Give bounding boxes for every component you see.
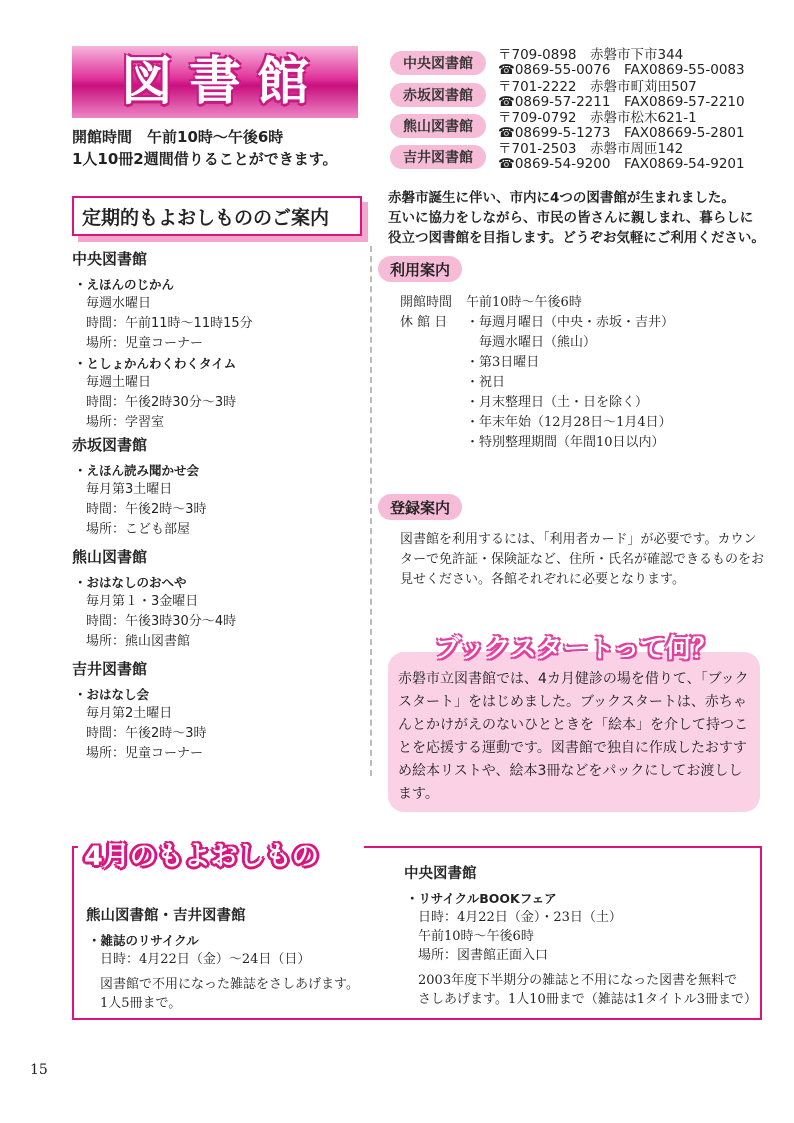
bookstart-text: 赤磐市立図書館では、4カ月健診の場を借りて、「ブックスタート」をはじめました。ブックスタートは、赤ちゃんとかけがえのないひとときを「絵本」を介して持つことを応援する運動です。図書館で独自に作成したおすすめ絵本リストや、絵本3冊などをパックにしてお渡しします。 <box>398 671 749 802</box>
riyou-info <box>400 293 674 453</box>
event-line: 時間：午前11時～11時15分 <box>86 316 253 331</box>
event-line: 日時：4月22日（金）・23日（土） <box>418 910 622 925</box>
library-address: 〒701-2503 赤磐市周匝142 <box>498 141 684 157</box>
riyou-heading: 利用案内 <box>378 256 462 282</box>
teiki-heading: 定期的もよおしもののご案内 <box>72 196 362 236</box>
library-address: 〒701-2222 赤磐市町苅田507 <box>498 79 697 95</box>
event-note: 図書館で不用になった雑誌をさしあげます。 <box>100 977 359 992</box>
title-char: 館 <box>257 52 310 112</box>
april-left-event <box>86 904 376 1013</box>
page-number: 15 <box>30 1062 48 1078</box>
bookstart-heading: ブックスタートって何？ <box>434 634 718 664</box>
hours-value: 午前10時～午後6時 <box>466 295 582 310</box>
event-venue: 中央図書館 <box>404 866 477 882</box>
event-title: ・おはなし会 <box>74 687 150 702</box>
event-title: ・えほん読み聞かせ会 <box>74 463 200 478</box>
event-note: 2003年度下半期分の雑誌と不用になった図書を無料で <box>418 973 738 988</box>
teiki-section <box>72 248 362 433</box>
event-line: 時間：午後2時30分～3時 <box>86 395 237 410</box>
event-line: 毎週土曜日 <box>86 375 152 390</box>
event-title: ・リサイクルBOOKフェア <box>406 891 557 906</box>
title-char: 図 <box>120 52 173 112</box>
touroku-heading: 登録案内 <box>378 494 462 520</box>
event-line: 時間：午後2時～3時 <box>86 502 207 517</box>
event-title: ・雑誌のリサイクル <box>88 933 199 948</box>
library-badge: 吉井図書館 <box>390 145 486 169</box>
event-title: ・えほんのじかん <box>74 277 175 292</box>
event-line: 場所：熊山図書館 <box>86 634 191 649</box>
teiki-section <box>72 434 362 540</box>
library-badge: 熊山図書館 <box>390 114 486 138</box>
event-line: 場所：児童コーナー <box>86 746 204 761</box>
library-address: 〒709-0898 赤磐市下市344 <box>498 47 684 63</box>
event-venue: 熊山図書館・吉井図書館 <box>86 908 246 924</box>
library-info-row <box>390 80 770 110</box>
event-line: 場所：こども部屋 <box>86 522 191 537</box>
intro-text <box>388 188 768 248</box>
library-phone: ☎08699-5-1273 FAX08669-5-2801 <box>498 125 745 141</box>
closed-item: ・特別整理期間（年間10日以内） <box>466 435 665 450</box>
library-phone: ☎0869-54-9200 FAX0869-54-9201 <box>498 156 745 172</box>
opening-hours <box>72 126 338 170</box>
event-line: 午前10時～午後6時 <box>418 929 534 944</box>
library-info-row <box>390 111 770 141</box>
event-line: 場所：児童コーナー <box>86 336 204 351</box>
event-title: ・としょかんわくわくタイム <box>74 356 237 371</box>
library-badge: 中央図書館 <box>390 51 486 75</box>
touroku-text: 図書館を利用するには、「利用者カード」が必要です。カウンターで免許証・保険証など、住所・氏名が確認できるものをお見せください。各館それぞれに必要となります。 <box>400 532 765 587</box>
library-phone: ☎0869-55-0076 FAX0869-55-0083 <box>498 62 745 78</box>
event-line: 時間：午後2時～3時 <box>86 726 207 741</box>
column-divider <box>370 246 372 776</box>
section-title: 熊山図書館 <box>72 548 148 566</box>
event-line: 場所：学習室 <box>86 415 165 430</box>
event-line: 時間：午後3時30分～4時 <box>86 614 237 629</box>
event-line: 毎週水曜日 <box>86 296 152 311</box>
event-line: 日時：4月22日（金）～24日（日） <box>100 952 311 967</box>
library-address: 〒709-0792 赤磐市松木621-1 <box>498 110 697 126</box>
closed-item: ・年末年始（12月28日～1月4日） <box>466 415 672 430</box>
intro-line: 役立つ図書館を目指します。どうぞお気軽にご利用ください。 <box>388 230 765 246</box>
section-title: 中央図書館 <box>72 250 148 268</box>
event-line: 毎月第１・3金曜日 <box>86 594 199 609</box>
library-info-row <box>390 142 770 172</box>
closed-item: ・第3日曜日 <box>466 355 540 370</box>
closed-item: 毎週水曜日（熊山） <box>466 335 597 350</box>
event-line: 場所：図書館正面入口 <box>418 948 549 963</box>
event-note: さしあげます。1人10冊まで（雑誌は1タイトル3冊まで） <box>418 992 758 1007</box>
teiki-section <box>72 546 362 652</box>
library-phone: ☎0869-57-2211 FAX0869-57-2210 <box>498 94 745 110</box>
hours-label: 開館時間 <box>400 295 453 310</box>
section-title: 赤坂図書館 <box>72 436 148 454</box>
title-banner <box>72 46 358 118</box>
library-info-row <box>390 48 770 78</box>
event-note: 1人5冊まで。 <box>100 996 182 1011</box>
hours-line: 開館時間 午前10時～午後6時 <box>72 128 284 146</box>
section-title: 吉井図書館 <box>72 660 148 678</box>
closed-item: ・祝日 <box>466 375 506 390</box>
closed-item: ・毎週月曜日（中央・赤坂・吉井） <box>466 315 675 330</box>
intro-line: 赤磐市誕生に伴い、市内に4つの図書館が生まれました。 <box>388 190 735 206</box>
library-badge: 赤坂図書館 <box>390 83 486 107</box>
event-line: 毎月第3土曜日 <box>86 482 173 497</box>
closed-label: 休 館 日 <box>400 315 448 330</box>
loan-limit-line: 1人10冊2週間借りることができます。 <box>72 150 338 168</box>
title-char: 書 <box>188 52 241 112</box>
april-right-event <box>404 862 758 1009</box>
event-line: 毎月第2土曜日 <box>86 706 173 721</box>
event-title: ・おはなしのおへや <box>74 575 187 590</box>
teiki-section <box>72 658 362 764</box>
closed-item: ・月末整理日（土・日を除く） <box>466 395 649 410</box>
april-heading: 4月のもよおしもの <box>84 841 319 872</box>
intro-line: 互いに協力をしながら、市民の皆さんに親しまれ、暮らしに <box>388 210 754 226</box>
